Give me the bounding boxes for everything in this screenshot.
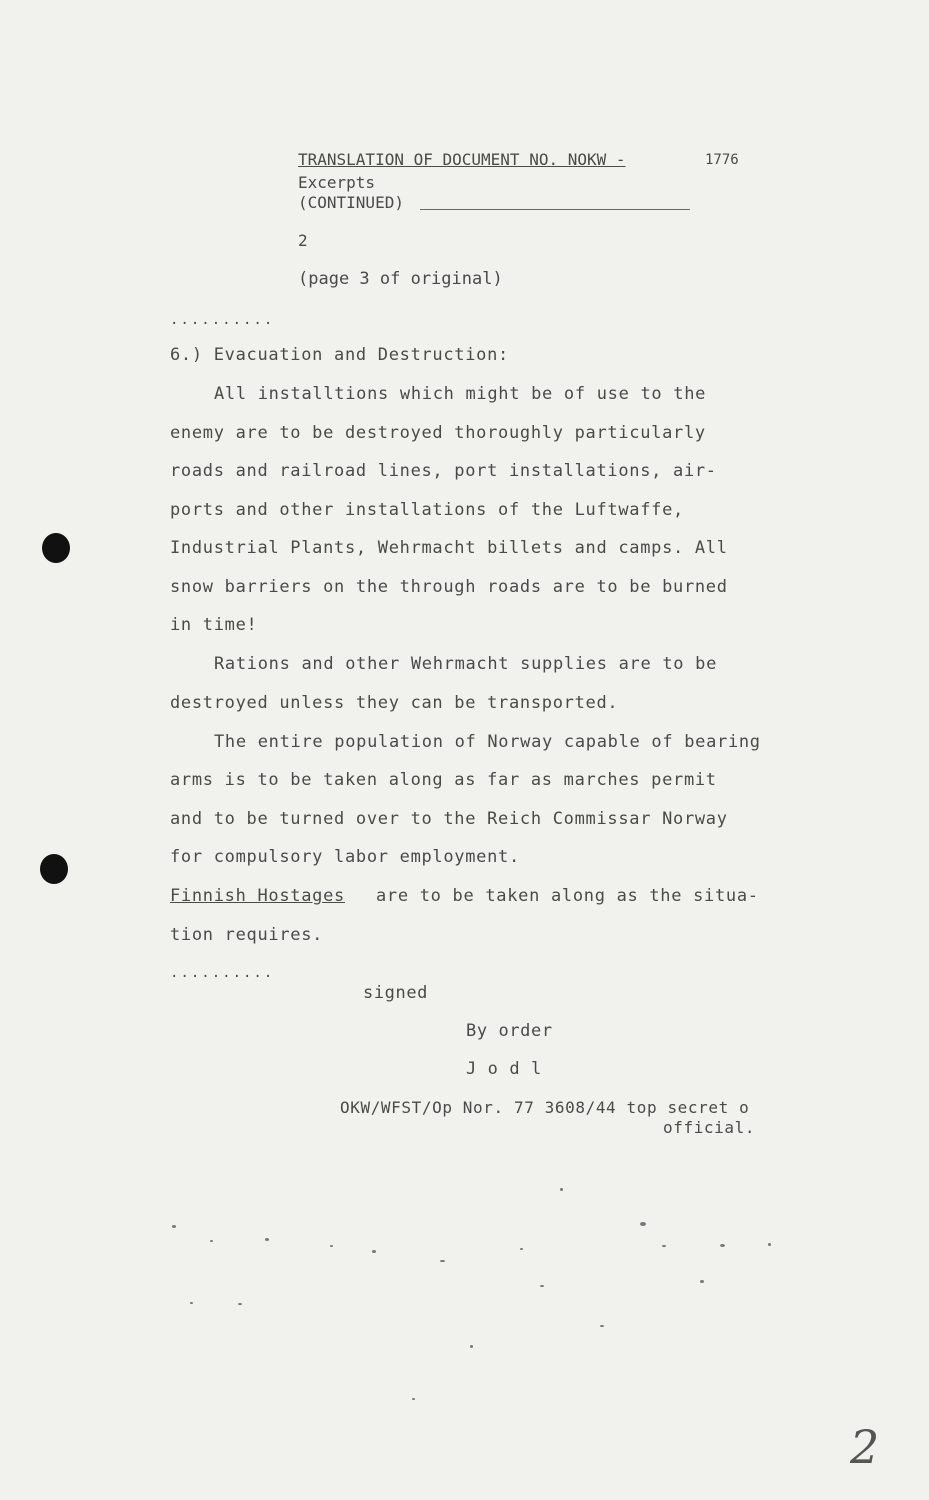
document-number: 1776 — [705, 152, 739, 168]
punch-hole-bottom — [40, 854, 68, 884]
signed-label: signed — [363, 983, 429, 1003]
body-line: roads and railroad lines, port installations, air- — [170, 461, 717, 481]
hostages-label: Finnish Hostages — [170, 886, 345, 906]
body-line: snow barriers on the through roads are to be burned — [170, 577, 728, 597]
punch-hole-top — [42, 533, 70, 563]
excerpts-label: Excerpts — [298, 173, 376, 192]
body-line: in time! — [170, 615, 258, 635]
body-line: enemy are to be destroyed thoroughly particularly — [170, 423, 706, 443]
by-order-label: By order — [466, 1021, 553, 1041]
reference-continuation: official. — [663, 1118, 756, 1137]
signatory-name: J o d l — [466, 1059, 542, 1079]
body-line: The entire population of Norway capable of bearing — [214, 732, 761, 752]
page-number: 2 — [298, 231, 308, 250]
section-heading: 6.) Evacuation and Destruction: — [170, 345, 509, 365]
handwritten-page-number: 2 — [850, 1420, 880, 1474]
body-line: Rations and other Wehrmacht supplies are to be — [214, 654, 718, 674]
body-line: and to be turned over to the Reich Commissar Norway — [170, 809, 728, 829]
header-rule — [420, 209, 690, 210]
body-line: Industrial Plants, Wehrmacht billets and camps. All — [170, 538, 728, 558]
document-title: TRANSLATION OF DOCUMENT NO. NOKW - — [298, 150, 626, 169]
hostages-line: are to be taken along as the situa- — [376, 886, 759, 906]
body-line: All installtions which might be of use to the — [214, 384, 707, 404]
continued-label: (CONTINUED) — [298, 193, 404, 212]
original-page-note: (page 3 of original) — [298, 269, 503, 289]
body-line: for compulsory labor employment. — [170, 847, 520, 867]
body-line: ports and other installations of the Luftwaffe, — [170, 500, 684, 520]
hostages-line-2: tion requires. — [170, 925, 324, 945]
body-line: arms is to be taken along as far as marches permit — [170, 770, 717, 790]
reference-number: OKW/WFST/Op Nor. 77 3608/44 top secret o — [340, 1098, 750, 1117]
ellipsis-top: .......... — [170, 312, 275, 328]
ellipsis-bottom: .......... — [170, 965, 275, 981]
body-line: destroyed unless they can be transported. — [170, 693, 619, 713]
